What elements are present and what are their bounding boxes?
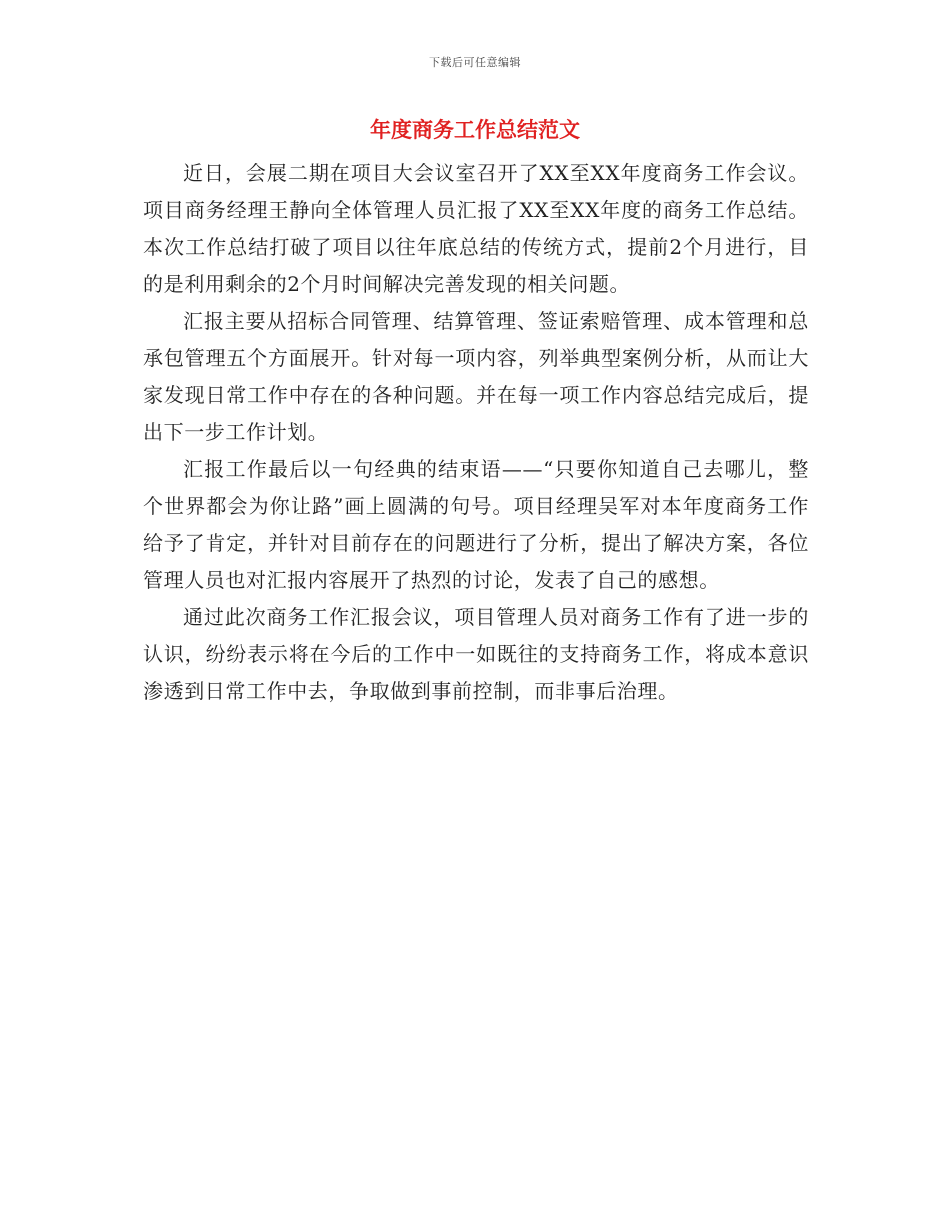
paragraph-4: 通过此次商务工作汇报会议，项目管理人员对商务工作有了进一步的认识，纷纷表示将在今后的工作中一如既往的支持商务工作，将成本意识渗透到日常工作中去，争取做到事前控制，而非事后治理。: [143, 605, 809, 703]
paragraph-2: 汇报主要从招标合同管理、结算管理、签证索赔管理、成本管理和总承包管理五个方面展开。针对每一项内容，列举典型案例分析，从而让大家发现日常工作中存在的各种问题。并在每一项工作内容总结完成后，提出下一步工作计划。: [143, 309, 809, 444]
paragraph-3: 汇报工作最后以一句经典的结束语——“只要你知道自己去哪儿，整个世界都会为你让路”画上圆满的句号。项目经理吴军对本年度商务工作给予了肯定，并针对目前存在的问题进行了分析，提出了解决方案，各位管理人员也对汇报内容展开了热烈的讨论，发表了自己的感想。: [143, 457, 809, 592]
header-note: 下载后可任意编辑: [429, 56, 521, 69]
document-title: 年度商务工作总结范文: [370, 118, 580, 142]
paragraph-1: 近日，会展二期在项目大会议室召开了XX至XX年度商务工作会议。项目商务经理王静向全体管理人员汇报了XX至XX年度的商务工作总结。本次工作总结打破了项目以往年底总结的传统方式，提前2个月进行，目的是利用剩余的2个月时间解决完善发现的相关问题。: [143, 161, 809, 296]
document-body: [143, 155, 809, 710]
